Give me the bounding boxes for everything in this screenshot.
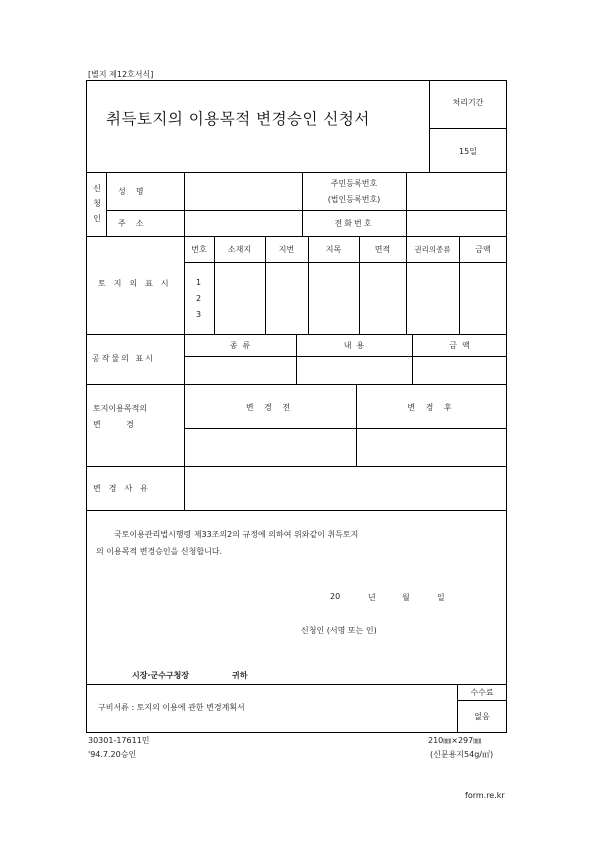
fee-label: 수수료	[470, 688, 494, 697]
land-entries-field[interactable]	[215, 263, 506, 333]
land-row-number: 3	[196, 310, 202, 319]
reason-label: 변경사유	[93, 484, 156, 493]
before-change-header: 변 경 전	[245, 403, 295, 412]
land-header-lot: 지번	[278, 245, 295, 254]
header-divider	[429, 80, 430, 172]
land-header-category: 지목	[325, 245, 342, 254]
processing-period-value: 15일	[459, 147, 477, 156]
phone-field[interactable]	[407, 211, 506, 235]
statement-line-1: 국토이용관리법시행령 제33조의2의 규정에 의하여 위와같이 취득토지	[114, 530, 359, 539]
applicant-group-divider	[106, 172, 107, 236]
land-header-right-type: 권리의종류	[414, 245, 451, 254]
signature-line: 신청인 (서명 또는 인)	[301, 626, 377, 635]
land-row-number: 1	[196, 278, 202, 287]
name-label: 성 명	[118, 187, 144, 196]
fee-value: 없음	[474, 712, 490, 721]
address-label: 주 소	[118, 219, 144, 228]
applicant-group-label: 신청인	[93, 184, 101, 223]
reason-field[interactable]	[185, 467, 506, 509]
applicant-bottom-line	[86, 236, 507, 237]
land-header-area: 면적	[374, 245, 391, 254]
date-month: 월	[402, 593, 410, 602]
source-watermark: form.re.kr	[465, 791, 505, 800]
land-header-amount: 금액	[475, 245, 491, 254]
date-prefix: 20	[330, 592, 341, 601]
date-year: 년	[368, 593, 376, 602]
form-title: 취득토지의 이용목적 변경승인 신청서	[106, 110, 370, 128]
before-change-field[interactable]	[185, 429, 355, 465]
land-header-number: 번호	[191, 245, 207, 254]
attachments-note: 구비서류 : 토지의 이용에 관한 변경계획서	[98, 703, 245, 712]
name-field[interactable]	[185, 173, 301, 209]
phone-label: 전화번호	[334, 219, 374, 228]
form-number-tag: [별지 제12호서식]	[88, 70, 154, 79]
structure-header-amount: 금 액	[449, 341, 470, 350]
corporate-id-label: (법인등록번호)	[327, 195, 381, 204]
structure-label: 공작물의 표시	[92, 354, 155, 363]
reason-bottom-line	[86, 510, 507, 511]
after-change-field[interactable]	[357, 429, 506, 465]
addressee-office: 시장·군수구청장	[132, 671, 190, 680]
date-day: 일	[437, 593, 445, 602]
purpose-change-label: 토지이용목적의	[93, 404, 148, 413]
addressee-honorific: 귀하	[232, 671, 248, 680]
address-field[interactable]	[185, 211, 301, 235]
structure-entries-field[interactable]	[185, 357, 506, 383]
paper-type: (신문용지54g/㎡)	[430, 750, 494, 759]
purpose-change-label-2: 변 경	[93, 420, 134, 429]
land-header-location: 소재지	[227, 245, 252, 254]
land-label: 토지의표시	[98, 279, 177, 288]
processing-period-label: 처리기간	[452, 98, 484, 107]
after-change-header: 변 경 후	[407, 403, 456, 412]
resident-id-field[interactable]	[407, 173, 506, 209]
structure-header-type: 종 류	[229, 341, 251, 350]
approval-date: '94.7.20승인	[88, 750, 137, 759]
form-code: 30301-17611민	[88, 736, 150, 745]
structure-bottom-line	[86, 384, 507, 385]
paper-size: 210㎜×297㎜	[428, 736, 482, 745]
structure-header-content: 내 용	[343, 341, 365, 350]
processing-divider	[429, 128, 507, 129]
land-row-number: 2	[196, 294, 202, 303]
resident-id-label: 주민등록번호	[330, 179, 378, 188]
fee-mid-line	[457, 700, 507, 701]
statement-line-2: 의 이용목적 변경승인을 신청합니다.	[96, 547, 223, 556]
attachments-top-line	[86, 684, 507, 685]
